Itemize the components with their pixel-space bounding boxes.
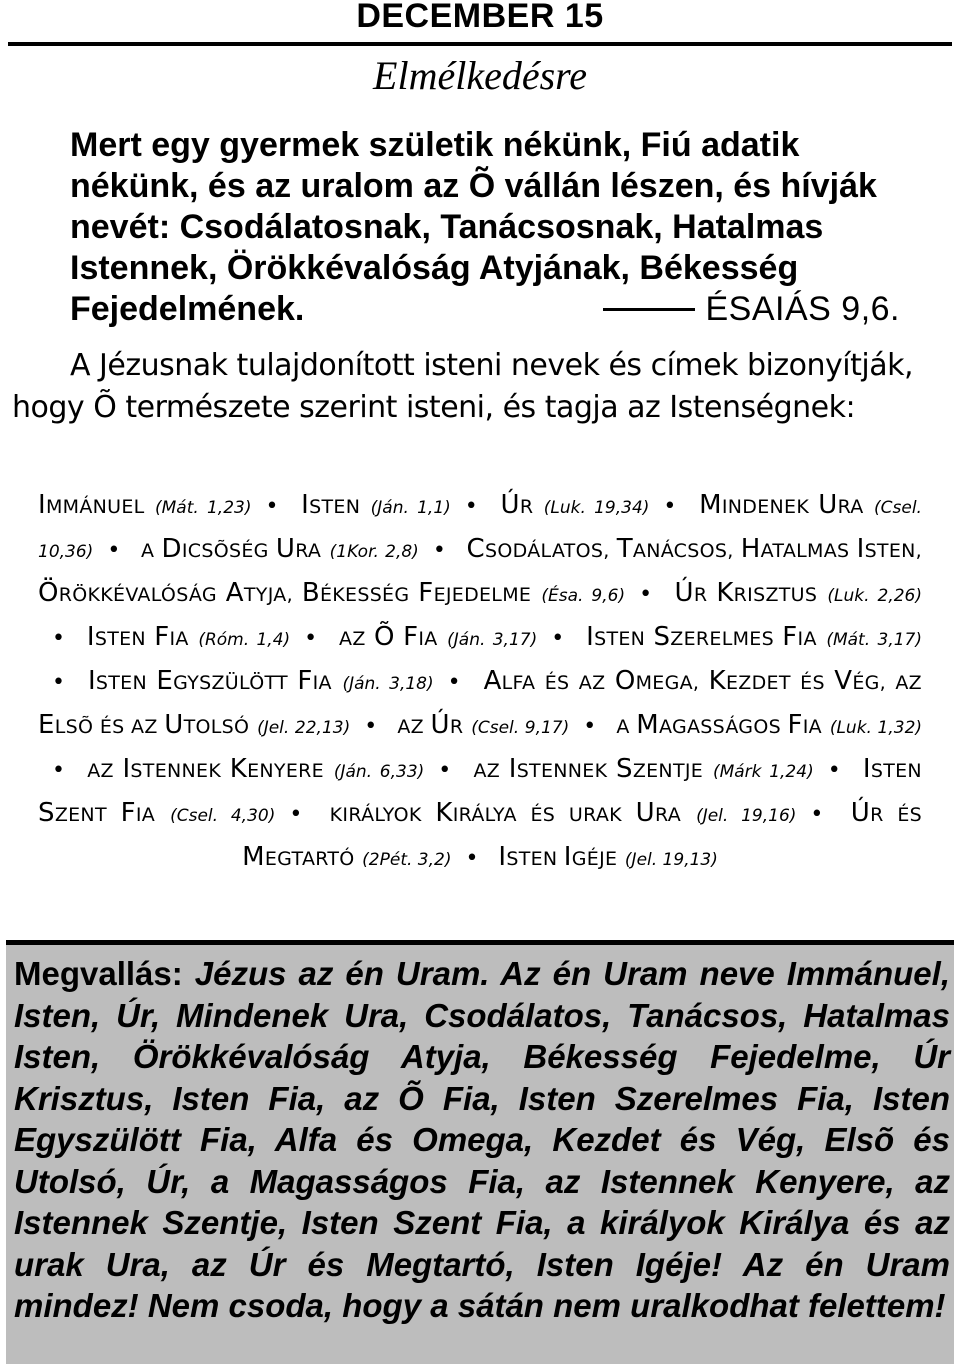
divine-name: ISTEN SZENT FIA bbox=[38, 754, 922, 828]
bullet-icon: • bbox=[583, 714, 597, 739]
bullet-icon: • bbox=[52, 626, 66, 651]
scripture-citation: (1Kor. 2,8) bbox=[329, 542, 419, 562]
scripture-citation: (Jel. 19,13) bbox=[624, 850, 718, 870]
bullet-icon: • bbox=[663, 494, 677, 519]
bullet-icon: • bbox=[52, 758, 66, 783]
scripture-citation: (Márk 1,24) bbox=[712, 762, 814, 782]
divine-name-item bbox=[674, 578, 922, 608]
confession-paragraph bbox=[14, 953, 950, 1327]
scripture-citation: (Luk. 19,34) bbox=[543, 498, 650, 518]
divine-name: AZ ISTENNEK KENYERE bbox=[87, 754, 324, 784]
scripture-citation: (Luk. 2,26) bbox=[827, 586, 922, 606]
bullet-icon: • bbox=[304, 626, 318, 651]
commentary-paragraph bbox=[12, 345, 952, 429]
scripture-citation: (Ján. 6,33) bbox=[333, 762, 425, 782]
bullet-icon: • bbox=[107, 538, 121, 563]
divine-name: AZ Õ FIA bbox=[339, 622, 438, 652]
divine-name: ÚR ÉS MEGTARTÓ bbox=[242, 798, 923, 872]
divine-name: ISTEN FIA bbox=[86, 622, 189, 652]
divine-name: ISTEN IGÉJE bbox=[498, 842, 618, 872]
divine-name: ISTEN EGYSZÜLÖTT FIA bbox=[87, 666, 332, 696]
bullet-icon: • bbox=[827, 758, 841, 783]
divine-name-item bbox=[473, 754, 814, 784]
divine-name-item bbox=[87, 754, 425, 784]
bullet-icon: • bbox=[810, 802, 824, 827]
divine-name: AZ ÚR bbox=[397, 710, 464, 740]
bullet-icon: • bbox=[464, 494, 479, 519]
bullet-icon: • bbox=[465, 846, 479, 871]
verse-ref-book: ÉSAIÁS bbox=[705, 290, 832, 328]
divine-name: ÚR KRISZTUS bbox=[674, 578, 818, 608]
bullet-icon: • bbox=[364, 714, 378, 739]
bullet-icon: • bbox=[432, 538, 447, 563]
bullet-icon: • bbox=[289, 802, 303, 827]
confession-label: Megvallás: bbox=[14, 955, 183, 992]
divine-name-item bbox=[500, 490, 650, 520]
bullet-icon: • bbox=[265, 494, 279, 519]
divine-name-item bbox=[498, 842, 718, 872]
date-heading: DECEMBER 15 bbox=[356, 0, 604, 35]
divine-name: ISTEN bbox=[301, 490, 361, 520]
scripture-citation: (Jel. 22,13) bbox=[257, 718, 351, 738]
section-label: Elmélkedésre bbox=[373, 53, 587, 98]
divine-name-item bbox=[301, 490, 451, 520]
scripture-citation: (Ján. 1,1) bbox=[370, 498, 451, 518]
scripture-citation: (2Pét. 3,2) bbox=[362, 850, 452, 870]
divine-name-item bbox=[86, 622, 291, 652]
top-divider bbox=[8, 42, 952, 46]
bullet-icon: • bbox=[639, 582, 653, 607]
verse-text: Mert egy gyermek születik nékünk, Fiú adatik nékünk, és az uralom az Õ vállán lészen, és hívják nevét: Csodálatosnak, Tanácsosnak, Hatalmas Istennek, Örökkévalóság Atyjának, Békesség Fejedelmének. bbox=[70, 126, 877, 328]
scripture-citation: (Mát. 1,23) bbox=[154, 498, 252, 518]
divine-name-item bbox=[586, 622, 922, 652]
confession-text: Jézus az én Uram. Az én Uram neve Immánuel, Isten, Úr, Mindenek Ura, Csodálatos, Tanácsos, Hatalmas Isten, Örökkévalóság Atyja, Békesség Fejedelme, Úr Krisztus, Isten Fia, az Õ Fia, Isten Szerelmes Fia, Isten Egyszülött Fia, Alfa és Omega, Kezdet és Vég, Elsõ és Utolsó, Úr, a Magasságos Fia, az Istennek Kenyere, az Istennek Szentje, Isten Szent Fia, a királyok Királya és az urak Ura, az Úr és Megtartó, Isten Igéje! Az én Uram mindez! Nem csoda, hogy a sátán nem uralkodhat felettem! bbox=[14, 955, 950, 1324]
bullet-icon: • bbox=[52, 670, 66, 695]
divine-name: CSODÁLATOS, TANÁCSOS, HATALMAS ISTEN, ÖRÖKKÉVALÓSÁG ATYJA, BÉKESSÉG FEJEDELME bbox=[38, 534, 922, 608]
scripture-citation: (Csel. 10,36) bbox=[38, 498, 922, 562]
divine-name: IMMÁNUEL bbox=[38, 490, 145, 520]
divine-name: AZ ISTENNEK SZENTJE bbox=[473, 754, 704, 784]
em-dash bbox=[603, 308, 695, 311]
divine-name: A DICSÕSÉG URA bbox=[141, 534, 322, 564]
divine-name-item bbox=[141, 534, 419, 564]
verse-ref-number: 9,6. bbox=[841, 290, 900, 328]
scripture-citation: (Ján. 3,17) bbox=[447, 630, 538, 650]
scripture-citation: (Róm. 1,4) bbox=[198, 630, 291, 650]
scripture-citation: (Luk. 1,32) bbox=[829, 718, 923, 738]
divine-name: ISTEN SZERELMES FIA bbox=[586, 622, 817, 652]
divine-name: KIRÁLYOK KIRÁLYA ÉS URAK URA bbox=[329, 798, 682, 828]
scripture-citation: (Csel. 4,30) bbox=[170, 806, 276, 826]
scripture-citation: (Jel. 19,16) bbox=[696, 806, 797, 826]
divine-name: ALFA ÉS AZ OMEGA, KEZDET ÉS VÉG, AZ ELSÕ ÉS AZ UTOLSÓ bbox=[38, 666, 922, 740]
scripture-citation: (Mát. 3,17) bbox=[826, 630, 922, 650]
divine-name: ÚR bbox=[500, 490, 534, 520]
divine-name-item bbox=[616, 710, 923, 740]
scripture-verse bbox=[70, 125, 900, 330]
scripture-citation: (Ján. 3,18) bbox=[342, 674, 434, 694]
commentary-text: A Jézusnak tulajdonított isteni nevek és címek bizonyítják, hogy Õ természete szerint isteni, és tagja az Istenségnek: bbox=[12, 348, 913, 425]
divine-name-item bbox=[397, 710, 570, 740]
divine-name-item bbox=[87, 666, 434, 696]
divine-name-item bbox=[329, 798, 797, 828]
bullet-icon: • bbox=[551, 626, 565, 651]
divine-name-item bbox=[38, 490, 252, 520]
divine-name: MINDENEK URA bbox=[699, 490, 864, 520]
scripture-citation: (Ésa. 9,6) bbox=[541, 586, 626, 606]
scripture-citation: (Csel. 9,17) bbox=[471, 718, 570, 738]
divine-name: A MAGASSÁGOS FIA bbox=[616, 710, 822, 740]
bullet-icon: • bbox=[447, 670, 461, 695]
bullet-icon: • bbox=[438, 758, 452, 783]
verse-reference bbox=[603, 289, 900, 330]
divine-name-item bbox=[339, 622, 538, 652]
divine-names-list bbox=[38, 485, 922, 881]
